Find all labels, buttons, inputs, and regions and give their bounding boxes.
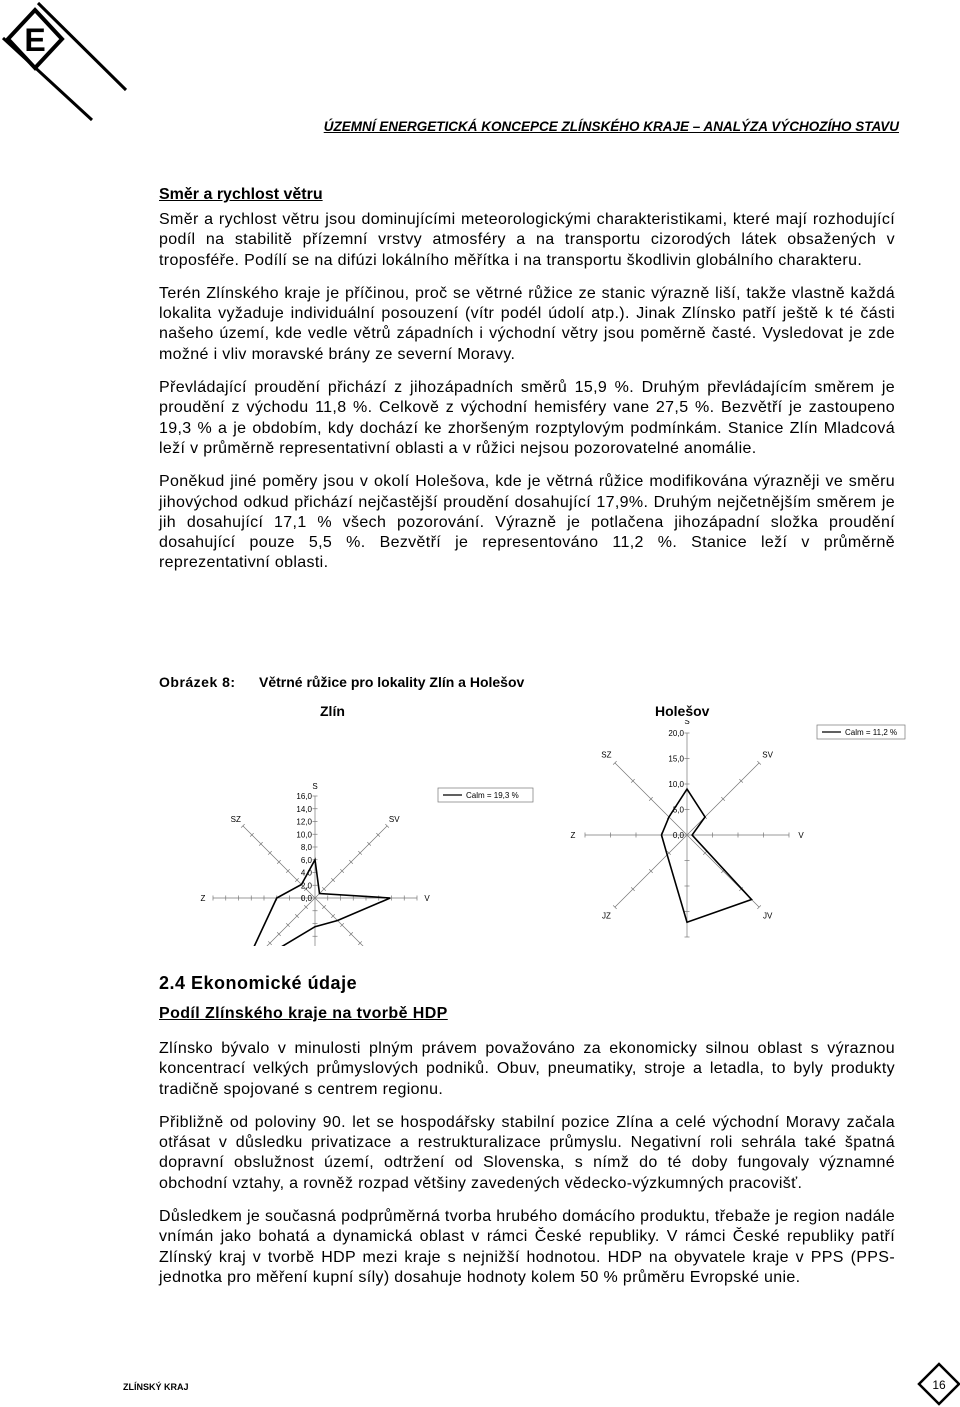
figure-caption-text: Větrné růžice pro lokality Zlín a Holešov — [259, 674, 525, 690]
direction-label: S — [312, 782, 318, 791]
footer-region-name: ZLÍNSKÝ KRAJ — [123, 1382, 189, 1392]
chart-title-zlin: Zlín — [320, 703, 345, 719]
direction-label: Z — [570, 831, 576, 840]
legend-calm-label: Calm = 19,3 % — [466, 791, 519, 800]
logo-e-icon — [0, 0, 130, 145]
direction-label: SV — [762, 750, 773, 760]
radial-tick-label: 10,0 — [296, 830, 312, 840]
radial-tick-label: 5,0 — [672, 805, 684, 815]
radial-tick-label: 10,0 — [668, 780, 684, 789]
wind-rose-series — [243, 860, 390, 946]
wind-rose-series — [662, 789, 752, 922]
page-number: 16 — [932, 1378, 946, 1392]
radial-tick-label: 8,0 — [300, 843, 312, 852]
section-title-economy: 2.4 Ekonomické údaje — [159, 973, 358, 993]
direction-label: SV — [388, 814, 400, 824]
figure-caption — [159, 674, 524, 690]
axis-spoke — [243, 898, 315, 946]
legend-calm-label: Calm = 11,2 % — [845, 728, 898, 737]
wind-rose-zlin — [155, 780, 540, 946]
radial-tick-label: 0,0 — [672, 831, 684, 840]
radial-tick-label: 16,0 — [296, 792, 312, 801]
paragraph: Terén Zlínského kraje je příčinou, proč se větrné růžice ze stanic výrazně liší, takže vlastně každá lokalita vyžaduje individuální posouzení (vítr podél údolí atp.). Jinak Zlínsko patří ještě k té části našeho území, kde vedle větrů západních i východní větry jsou poměrně časté. Vysledovat je zde možné i vliv moravské brány ze severní Moravy. — [159, 284, 895, 363]
radial-tick-label: 15,0 — [668, 754, 684, 764]
direction-label: S — [684, 720, 690, 726]
radial-tick-label: 14,0 — [296, 804, 312, 814]
wind-rose-holesov — [560, 720, 910, 945]
paragraph: Zlínsko bývalo v minulosti plným právem považováno za ekonomicky silnou oblast s výraznou koncentrací velkých průmyslových podniků. Obuv, pneumatiky, stroje a letadla, to byly produkty tradičně spojované s centrem regionu. — [159, 1040, 895, 1098]
section-title-wind: Směr a rychlost větru — [159, 186, 323, 203]
section-body-wind — [159, 210, 895, 587]
page-number-badge — [917, 1362, 960, 1406]
figure-label: Obrázek 8: — [159, 674, 236, 690]
direction-label: SZ — [230, 814, 241, 824]
paragraph: Směr a rychlost větru jsou dominujícími meteorologickými charakteristikami, které mají rozhodující podíl na stabilitě přízemní vrstvy atmosféry a na transportu cizorodých látek obsažených v troposféře. Podílí se na difúzi lokálního měřítka i na transportu škodlivin globálního charakteru. — [159, 211, 895, 269]
document-header: ÚZEMNÍ ENERGETICKÁ KONCEPCE ZLÍNSKÉHO KRAJE – ANALÝZA VÝCHOZÍHO STAVU — [323, 119, 899, 134]
direction-label: SZ — [601, 750, 612, 760]
radial-tick-label: 6,0 — [300, 855, 312, 865]
logo-letter: E — [24, 22, 46, 58]
paragraph: Převládající proudění přichází z jihozápadních směrů 15,9 %. Druhým převládajícím směrem je proudění z východu 11,8 %. Celkově z východní hemisféry vane 27,5 %. Bezvětří je zastoupeno 19,3 % a je obdobím, kdy dochází ke zhoršeným rozptylovým podmínkám. Stanice Zlín Mladcová leží v průměrně representativní oblasti a v růžici nejsou pozorovatelné anomálie. — [159, 379, 895, 457]
radial-tick-label: 2,0 — [300, 881, 312, 891]
direction-label: Z — [200, 894, 206, 903]
radial-tick-label: 20,0 — [668, 729, 684, 738]
radial-tick-label: 0,0 — [300, 894, 312, 903]
radial-tick-label: 12,0 — [296, 817, 312, 827]
paragraph: Přibližně od poloviny 90. let se hospodářsky stabilní pozice Zlína a celé východní Moravy začala otřásat v důsledku privatizace a restrukturalizace průmyslu. Negativní roli sehrála také špatná dopravní obslužnost území, odtržení od Slovenska, s nímž do té doby fungovaly významné obchodní vztahy, a rovněž rozpad většiny zavedených vědecko-výzkumných pracovišť. — [159, 1113, 895, 1192]
chart-title-holesov: Holešov — [655, 703, 710, 719]
direction-label: V — [424, 894, 430, 903]
radial-tick-label: 4,0 — [300, 868, 312, 878]
direction-label: JV — [762, 911, 773, 921]
paragraph: Důsledkem je současná podprůměrná tvorba hrubého domácího produktu, třebaže je region nadále vnímán jako bohatá a dynamická oblast v rámci České republiky. V rámci České republiky patří Zlínský kraj v tvorbě HDP mezi kraje s nejnižší hodnotou. HDP na obyvatele kraje v PPS (PPS-jednotka pro měření kupní síly) dosahuje hodnoty kolem 50 % průměru Evropské unie. — [159, 1208, 895, 1286]
direction-label: JZ — [601, 911, 611, 921]
paragraph: Poněkud jiné poměry jsou v okolí Holešova, kde je větrná růžice modifikována výrazněji ve směru jihovýchod odkud přichází nejčastější proudění dosahující 17,9%. Druhým nejčetnějším směrem je jih dosahující 17,1 % všech pozorování. Výrazně je potlačena jihozápadní složka proudění dosahující pouze 5,5 %. Bezvětří je representováno 11,2 %. Stanice leží v průměrně reprezentativní oblasti. — [159, 473, 895, 572]
axis-spoke — [315, 898, 387, 946]
section-subtitle-hdp: Podíl Zlínského kraje na tvorbě HDP — [159, 1005, 448, 1022]
direction-label: V — [798, 831, 804, 840]
section-body-economy — [159, 1039, 895, 1301]
